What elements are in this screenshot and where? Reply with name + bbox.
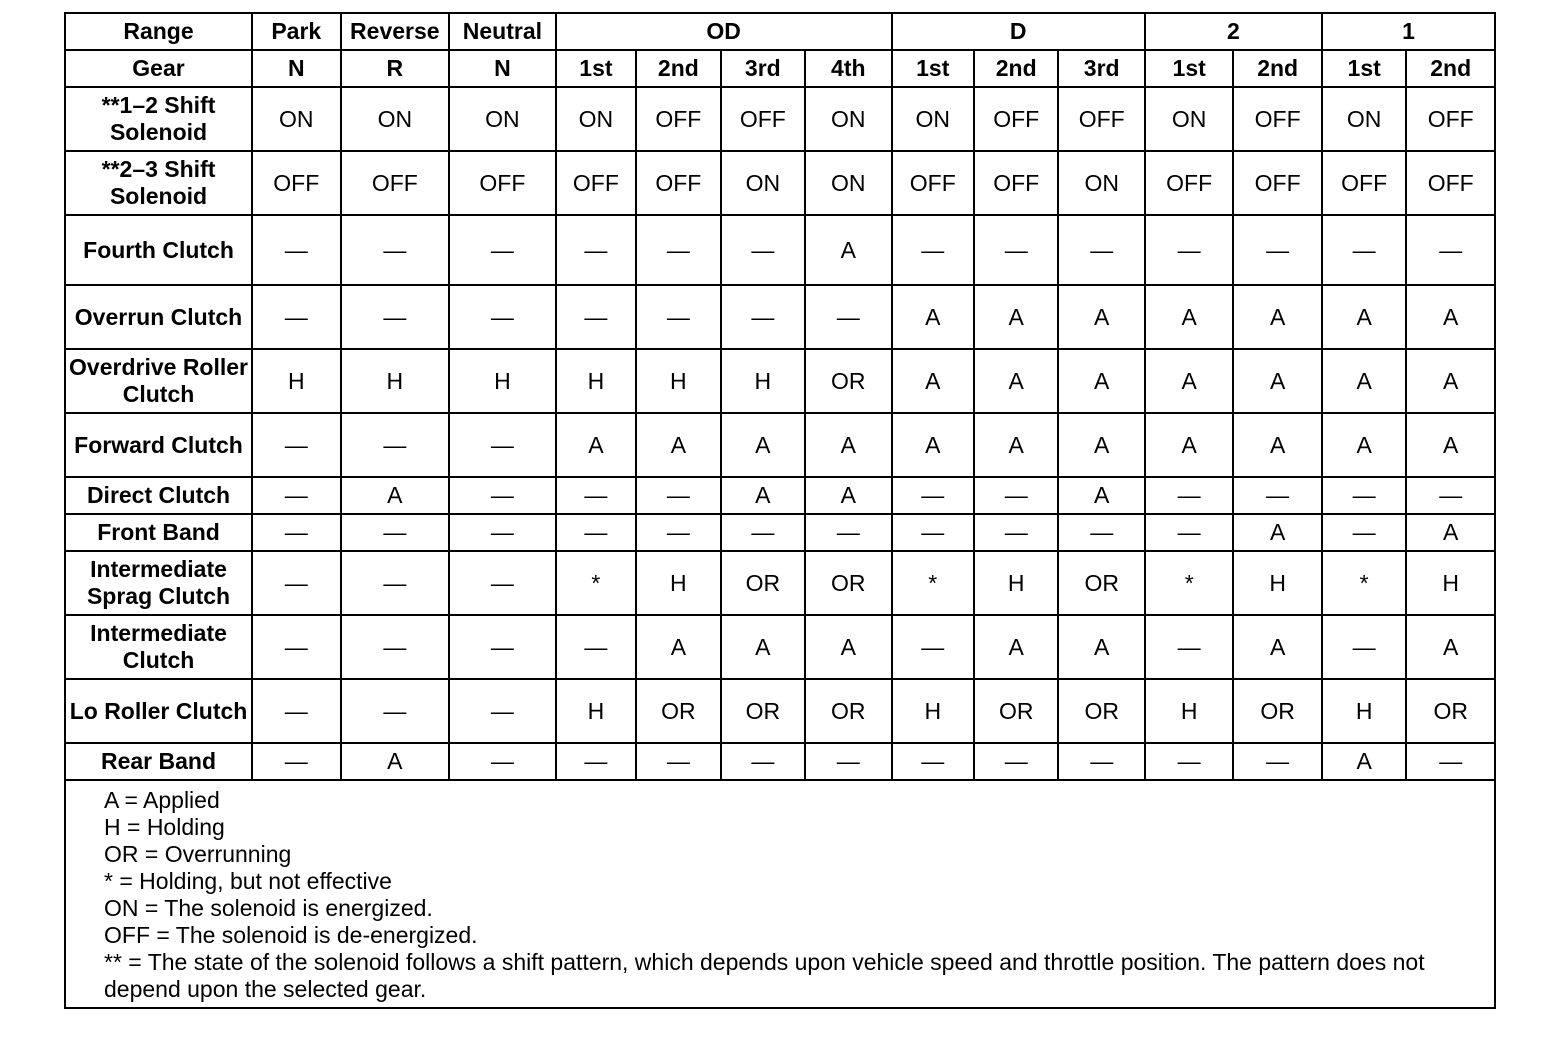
state-cell: — [1058,743,1144,780]
state-cell: ON [1058,151,1144,215]
state-cell: — [805,285,891,349]
state-cell: ON [1322,87,1406,151]
component-label: Direct Clutch [65,477,252,514]
state-cell: A [805,215,891,285]
state-cell: — [1322,477,1406,514]
state-cell: A [892,285,974,349]
state-cell: A [974,413,1058,477]
range-d: D [892,13,1145,50]
legend-item: * = Holding, but not effective [104,868,392,894]
gear-cell: 4th [805,50,891,87]
state-cell: A [1406,514,1495,551]
state-cell: — [449,514,556,551]
state-cell: ON [805,87,891,151]
legend-item: A = Applied [104,787,220,813]
state-cell: OFF [1058,87,1144,151]
state-cell: * [1145,551,1233,615]
state-cell: — [556,285,636,349]
state-cell: — [1058,215,1144,285]
state-cell: — [892,215,974,285]
component-row [65,514,1495,551]
component-row [65,743,1495,780]
component-row [65,551,1495,615]
state-cell: — [1322,615,1406,679]
gear-cell: 3rd [721,50,805,87]
component-row [65,413,1495,477]
legend-item: ** = The state of the solenoid follows a shift pattern, which depends upon vehicle speed and throttle position. The pattern does not depend upon the selected gear. [104,949,1425,1002]
state-cell: A [1058,285,1144,349]
component-label: Overrun Clutch [65,285,252,349]
legend-item: OR = Overrunning [104,841,292,867]
state-cell: OFF [1233,151,1322,215]
state-cell: A [636,615,720,679]
state-cell: — [556,743,636,780]
state-cell: H [556,679,636,743]
state-cell: — [1145,215,1233,285]
state-cell: A [1233,413,1322,477]
state-cell: — [721,285,805,349]
state-cell: — [1406,743,1495,780]
gear-cell: 2nd [974,50,1058,87]
state-cell: — [1145,514,1233,551]
state-cell: — [341,285,450,349]
state-cell: A [1322,285,1406,349]
state-cell: A [1406,615,1495,679]
state-cell: A [1322,413,1406,477]
state-cell: OFF [636,151,720,215]
state-cell: A [1145,413,1233,477]
range-row [65,13,1495,50]
legend [65,780,1495,1008]
state-cell: A [721,615,805,679]
state-cell: A [1145,349,1233,413]
state-cell: OR [805,679,891,743]
state-cell: A [805,477,891,514]
state-cell: OR [636,679,720,743]
state-cell: * [892,551,974,615]
state-cell: — [892,514,974,551]
range-label: Range [65,13,252,50]
state-cell: — [449,743,556,780]
gear-label: Gear [65,50,252,87]
state-cell: * [556,551,636,615]
state-cell: — [636,477,720,514]
state-cell: OR [805,349,891,413]
state-cell: A [721,477,805,514]
gear-row [65,50,1495,87]
state-cell: — [341,615,450,679]
component-row [65,615,1495,679]
state-cell: — [892,743,974,780]
state-cell: OFF [1406,151,1495,215]
range-od: OD [556,13,892,50]
state-cell: OFF [252,151,340,215]
state-cell: — [636,215,720,285]
state-cell: — [341,215,450,285]
gear-cell: 2nd [1406,50,1495,87]
state-cell: — [341,679,450,743]
gear-cell: N [449,50,556,87]
state-cell: A [805,615,891,679]
state-cell: A [974,349,1058,413]
component-row [65,349,1495,413]
state-cell: — [636,285,720,349]
state-cell: * [1322,551,1406,615]
component-label: Intermediate Sprag Clutch [65,551,252,615]
state-cell: OR [1233,679,1322,743]
state-cell: — [1322,514,1406,551]
state-cell: H [636,349,720,413]
state-cell: ON [449,87,556,151]
range-neutral: Neutral [449,13,556,50]
component-label: Overdrive Roller Clutch [65,349,252,413]
state-cell: OFF [449,151,556,215]
state-cell: — [556,477,636,514]
component-row [65,477,1495,514]
state-cell: ON [252,87,340,151]
state-cell: A [1233,514,1322,551]
state-cell: OFF [1406,87,1495,151]
component-label: **1–2 Shift Solenoid [65,87,252,151]
state-cell: H [556,349,636,413]
range-1: 1 [1322,13,1495,50]
gear-cell: 1st [892,50,974,87]
component-label: Front Band [65,514,252,551]
state-cell: — [636,514,720,551]
state-cell: OR [721,551,805,615]
state-cell: A [1145,285,1233,349]
state-cell: OFF [1233,87,1322,151]
state-cell: H [721,349,805,413]
state-cell: H [449,349,556,413]
state-cell: — [252,413,340,477]
state-cell: — [721,215,805,285]
clutch-application-chart [64,12,1496,1009]
state-cell: OFF [1145,151,1233,215]
state-cell: ON [892,87,974,151]
state-cell: OR [805,551,891,615]
state-cell: A [1058,413,1144,477]
state-cell: H [974,551,1058,615]
range-reverse: Reverse [341,13,450,50]
gear-cell: N [252,50,340,87]
state-cell: — [449,551,556,615]
state-cell: — [892,477,974,514]
application-table [64,12,1496,1009]
component-label: Lo Roller Clutch [65,679,252,743]
state-cell: A [892,413,974,477]
legend-item: OFF = The solenoid is de-energized. [104,922,478,948]
state-cell: — [892,615,974,679]
state-cell: A [1058,349,1144,413]
gear-cell: 1st [1145,50,1233,87]
state-cell: — [252,551,340,615]
range-park: Park [252,13,340,50]
state-cell: OR [1058,551,1144,615]
state-cell: — [449,285,556,349]
state-cell: A [1322,349,1406,413]
state-cell: — [974,743,1058,780]
state-cell: OFF [341,151,450,215]
state-cell: OR [1406,679,1495,743]
state-cell: OFF [1322,151,1406,215]
state-cell: — [556,514,636,551]
state-cell: H [341,349,450,413]
state-cell: — [556,215,636,285]
state-cell: H [252,349,340,413]
state-cell: OFF [721,87,805,151]
state-cell: A [556,413,636,477]
state-cell: A [1233,349,1322,413]
state-cell: OFF [974,87,1058,151]
state-cell: A [1058,477,1144,514]
component-label: Rear Band [65,743,252,780]
state-cell: — [1233,743,1322,780]
gear-cell: 1st [556,50,636,87]
state-cell: ON [341,87,450,151]
state-cell: A [892,349,974,413]
state-cell: — [1233,215,1322,285]
state-cell: A [1322,743,1406,780]
state-cell: H [1406,551,1495,615]
state-cell: — [1058,514,1144,551]
state-cell: A [1058,615,1144,679]
component-label: **2–3 Shift Solenoid [65,151,252,215]
state-cell: — [252,285,340,349]
state-cell: OR [1058,679,1144,743]
gear-cell: 2nd [636,50,720,87]
state-cell: — [721,743,805,780]
state-cell: — [449,215,556,285]
state-cell: H [1233,551,1322,615]
gear-cell: 3rd [1058,50,1144,87]
state-cell: A [974,615,1058,679]
state-cell: — [449,615,556,679]
component-label: Intermediate Clutch [65,615,252,679]
state-cell: — [1145,615,1233,679]
state-cell: — [805,743,891,780]
component-row [65,87,1495,151]
state-cell: A [1406,413,1495,477]
component-row [65,285,1495,349]
state-cell: A [341,477,450,514]
state-cell: — [636,743,720,780]
state-cell: — [974,514,1058,551]
state-cell: A [1406,349,1495,413]
state-cell: — [252,477,340,514]
state-cell: — [252,679,340,743]
state-cell: — [341,514,450,551]
state-cell: A [721,413,805,477]
state-cell: ON [805,151,891,215]
state-cell: — [1145,743,1233,780]
state-cell: A [1233,285,1322,349]
state-cell: OR [974,679,1058,743]
state-cell: — [449,679,556,743]
state-cell: H [1145,679,1233,743]
state-cell: — [1322,215,1406,285]
state-cell: OFF [556,151,636,215]
range-2: 2 [1145,13,1322,50]
component-label: Fourth Clutch [65,215,252,285]
state-cell: — [341,413,450,477]
state-cell: ON [721,151,805,215]
gear-cell: 1st [1322,50,1406,87]
state-cell: — [1406,215,1495,285]
state-cell: — [721,514,805,551]
state-cell: OFF [974,151,1058,215]
state-cell: — [341,551,450,615]
legend-item: ON = The solenoid is energized. [104,895,433,921]
state-cell: A [1233,615,1322,679]
state-cell: A [1406,285,1495,349]
state-cell: — [1406,477,1495,514]
state-cell: — [974,215,1058,285]
state-cell: — [1145,477,1233,514]
component-row [65,215,1495,285]
state-cell: — [252,743,340,780]
state-cell: ON [556,87,636,151]
state-cell: — [449,477,556,514]
state-cell: OFF [892,151,974,215]
state-cell: A [636,413,720,477]
gear-cell: 2nd [1233,50,1322,87]
state-cell: A [805,413,891,477]
state-cell: A [341,743,450,780]
component-row [65,679,1495,743]
state-cell: A [974,285,1058,349]
state-cell: — [252,215,340,285]
component-row [65,151,1495,215]
gear-cell: R [341,50,450,87]
state-cell: H [1322,679,1406,743]
state-cell: OFF [636,87,720,151]
state-cell: — [1233,477,1322,514]
state-cell: ON [1145,87,1233,151]
state-cell: — [252,615,340,679]
state-cell: H [892,679,974,743]
state-cell: — [974,477,1058,514]
state-cell: H [636,551,720,615]
state-cell: OR [721,679,805,743]
state-cell: — [252,514,340,551]
legend-item: H = Holding [104,814,225,840]
state-cell: — [556,615,636,679]
state-cell: — [449,413,556,477]
component-label: Forward Clutch [65,413,252,477]
state-cell: — [805,514,891,551]
legend-row [65,780,1495,1008]
